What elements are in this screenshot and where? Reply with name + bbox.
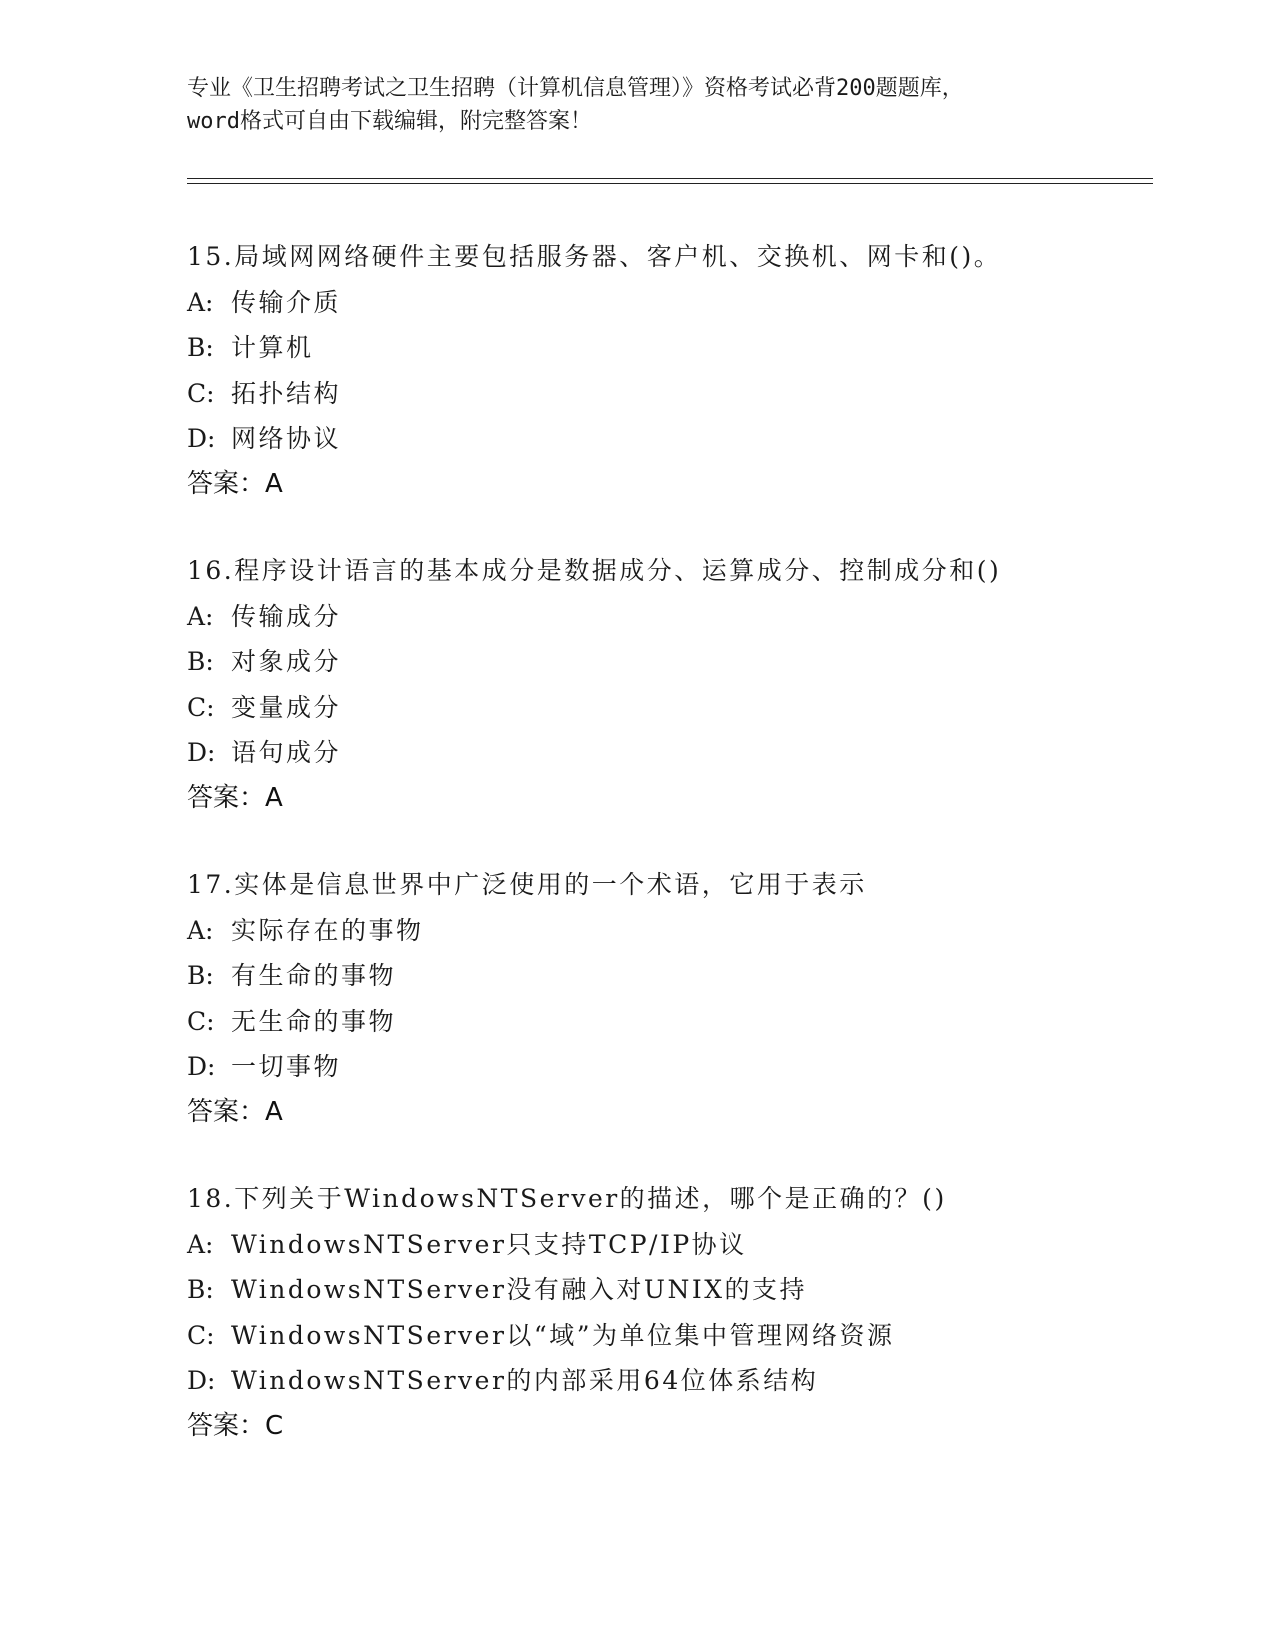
option-d bbox=[187, 730, 1147, 776]
option-d bbox=[187, 1358, 1147, 1404]
header-line-2: word格式可自由下载编辑，附完整答案！ bbox=[187, 109, 592, 134]
option-letter: C: bbox=[187, 692, 215, 722]
option-a bbox=[187, 280, 1147, 326]
option-text: 拓扑结构 bbox=[231, 378, 342, 408]
option-text: 一切事物 bbox=[231, 1052, 342, 1081]
answer-line: 答案：A bbox=[187, 468, 283, 499]
question-stem: 15.局域网网络硬件主要包括服务器、客户机、交换机、网卡和()。 bbox=[187, 242, 1002, 271]
option-letter: B: bbox=[187, 647, 214, 676]
option-text: 实际存在的事物 bbox=[231, 915, 424, 945]
option-letter: D: bbox=[187, 424, 216, 453]
option-letter: A: bbox=[187, 915, 214, 945]
answer-line: 答案：C bbox=[187, 1410, 284, 1441]
option-letter: D: bbox=[187, 1052, 216, 1081]
option-text: 计算机 bbox=[231, 333, 314, 362]
question-18 bbox=[187, 1176, 1147, 1449]
option-text: 语句成分 bbox=[231, 738, 342, 767]
option-letter: C: bbox=[187, 1320, 215, 1350]
option-b bbox=[187, 325, 1147, 371]
option-letter: A: bbox=[187, 601, 214, 631]
option-letter: D: bbox=[187, 738, 216, 767]
question-stem: 16.程序设计语言的基本成分是数据成分、运算成分、控制成分和() bbox=[187, 556, 1002, 585]
option-letter: B: bbox=[187, 1275, 214, 1304]
option-c bbox=[187, 685, 1147, 731]
option-text: 传输介质 bbox=[231, 287, 342, 317]
header-line-1: 专业《卫生招聘考试之卫生招聘（计算机信息管理）》资格考试必背200题题库， bbox=[187, 76, 964, 101]
option-b bbox=[187, 953, 1147, 999]
option-text: WindowsNTServer只支持TCP/IP协议 bbox=[231, 1229, 747, 1259]
answer-line: 答案：A bbox=[187, 782, 283, 813]
question-16 bbox=[187, 548, 1147, 821]
answer-line: 答案：A bbox=[187, 1096, 283, 1127]
header-divider-bottom bbox=[187, 183, 1153, 184]
option-b bbox=[187, 639, 1147, 685]
option-letter: C: bbox=[187, 1006, 215, 1036]
option-a bbox=[187, 594, 1147, 640]
question-15 bbox=[187, 234, 1147, 507]
question-list bbox=[187, 234, 1147, 1490]
option-text: 网络协议 bbox=[231, 424, 342, 453]
option-b bbox=[187, 1267, 1147, 1313]
option-c bbox=[187, 999, 1147, 1045]
option-c bbox=[187, 1313, 1147, 1359]
option-text: 无生命的事物 bbox=[231, 1006, 397, 1036]
option-text: 变量成分 bbox=[231, 692, 342, 722]
option-text: WindowsNTServer的内部采用64位体系结构 bbox=[231, 1366, 819, 1395]
option-d bbox=[187, 416, 1147, 462]
option-text: 有生命的事物 bbox=[231, 961, 397, 990]
option-text: 对象成分 bbox=[231, 647, 342, 676]
option-letter: A: bbox=[187, 287, 214, 317]
option-letter: B: bbox=[187, 333, 214, 362]
option-text: WindowsNTServer没有融入对UNIX的支持 bbox=[231, 1275, 808, 1304]
option-a bbox=[187, 908, 1147, 954]
option-letter: D: bbox=[187, 1366, 216, 1395]
option-d bbox=[187, 1044, 1147, 1090]
option-a bbox=[187, 1222, 1147, 1268]
option-c bbox=[187, 371, 1147, 417]
document-header bbox=[187, 72, 1087, 138]
question-stem: 18.下列关于WindowsNTServer的描述，哪个是正确的？() bbox=[187, 1184, 947, 1213]
option-letter: A: bbox=[187, 1229, 214, 1259]
header-divider-top bbox=[187, 178, 1153, 179]
option-letter: C: bbox=[187, 378, 215, 408]
option-letter: B: bbox=[187, 961, 214, 990]
option-text: 传输成分 bbox=[231, 601, 342, 631]
question-stem: 17.实体是信息世界中广泛使用的一个术语，它用于表示 bbox=[187, 870, 867, 899]
option-text: WindowsNTServer以“域”为单位集中管理网络资源 bbox=[231, 1320, 895, 1350]
question-17 bbox=[187, 862, 1147, 1135]
